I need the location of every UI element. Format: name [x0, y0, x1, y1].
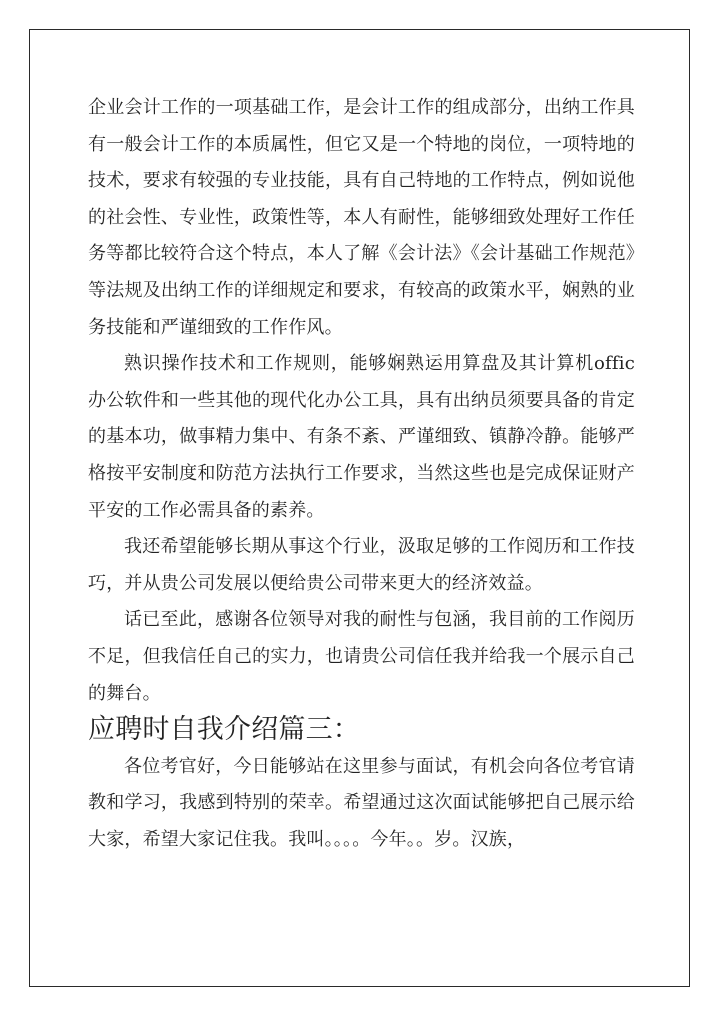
paragraph-5: 各位考官好，今日能够站在这里参与面试，有机会向各位考官请教和学习，我感到特别的荣幸。希望通过这次面试能够把自己展示给大家，希望大家记住我。我叫。。。。今年。。岁。汉族，: [88, 755, 635, 850]
document-body: [88, 90, 635, 858]
paragraph-3: 我还希望能够长期从事这个行业，汲取足够的工作阅历和工作技巧，并从贵公司发展以便给贵公司带来更大的经济效益。: [88, 536, 635, 594]
section-heading: 应聘时自我介绍篇三：: [88, 714, 360, 746]
paragraph-1: 企业会计工作的一项基础工作，是会计工作的组成部分，出纳工作具有一般会计工作的本质属性，但它又是一个特地的岗位，一项特地的技术，要求有较强的专业技能，具有自己特地的工作特点，例如说他的社会性、专业性，政策性等，本人有耐性，能够细致处理好工作任务等都比较符合这个特点，本人了解《会计法》《会计基础工作规范》等法规及出纳工作的详细规定和要求，有较高的政策水平，娴熟的业务技能和严谨细致的工作作风。: [88, 97, 635, 338]
paragraph-2: 熟识操作技术和工作规则，能够娴熟运用算盘及其计算机offic办公软件和一些其他的现代化办公工具，具有出纳员须要具备的肯定的基本功，做事精力集中、有条不紊、严谨细致、镇静冷静。能够严格按平安制度和防范方法执行工作要求，当然这些也是完成保证财产平安的工作必需具备的素养。: [88, 353, 635, 521]
paragraph-4: 话已至此，感谢各位领导对我的耐性与包涵，我目前的工作阅历不足，但我信任自己的实力，也请贵公司信任我并给我一个展示自己的舞台。: [88, 609, 635, 704]
